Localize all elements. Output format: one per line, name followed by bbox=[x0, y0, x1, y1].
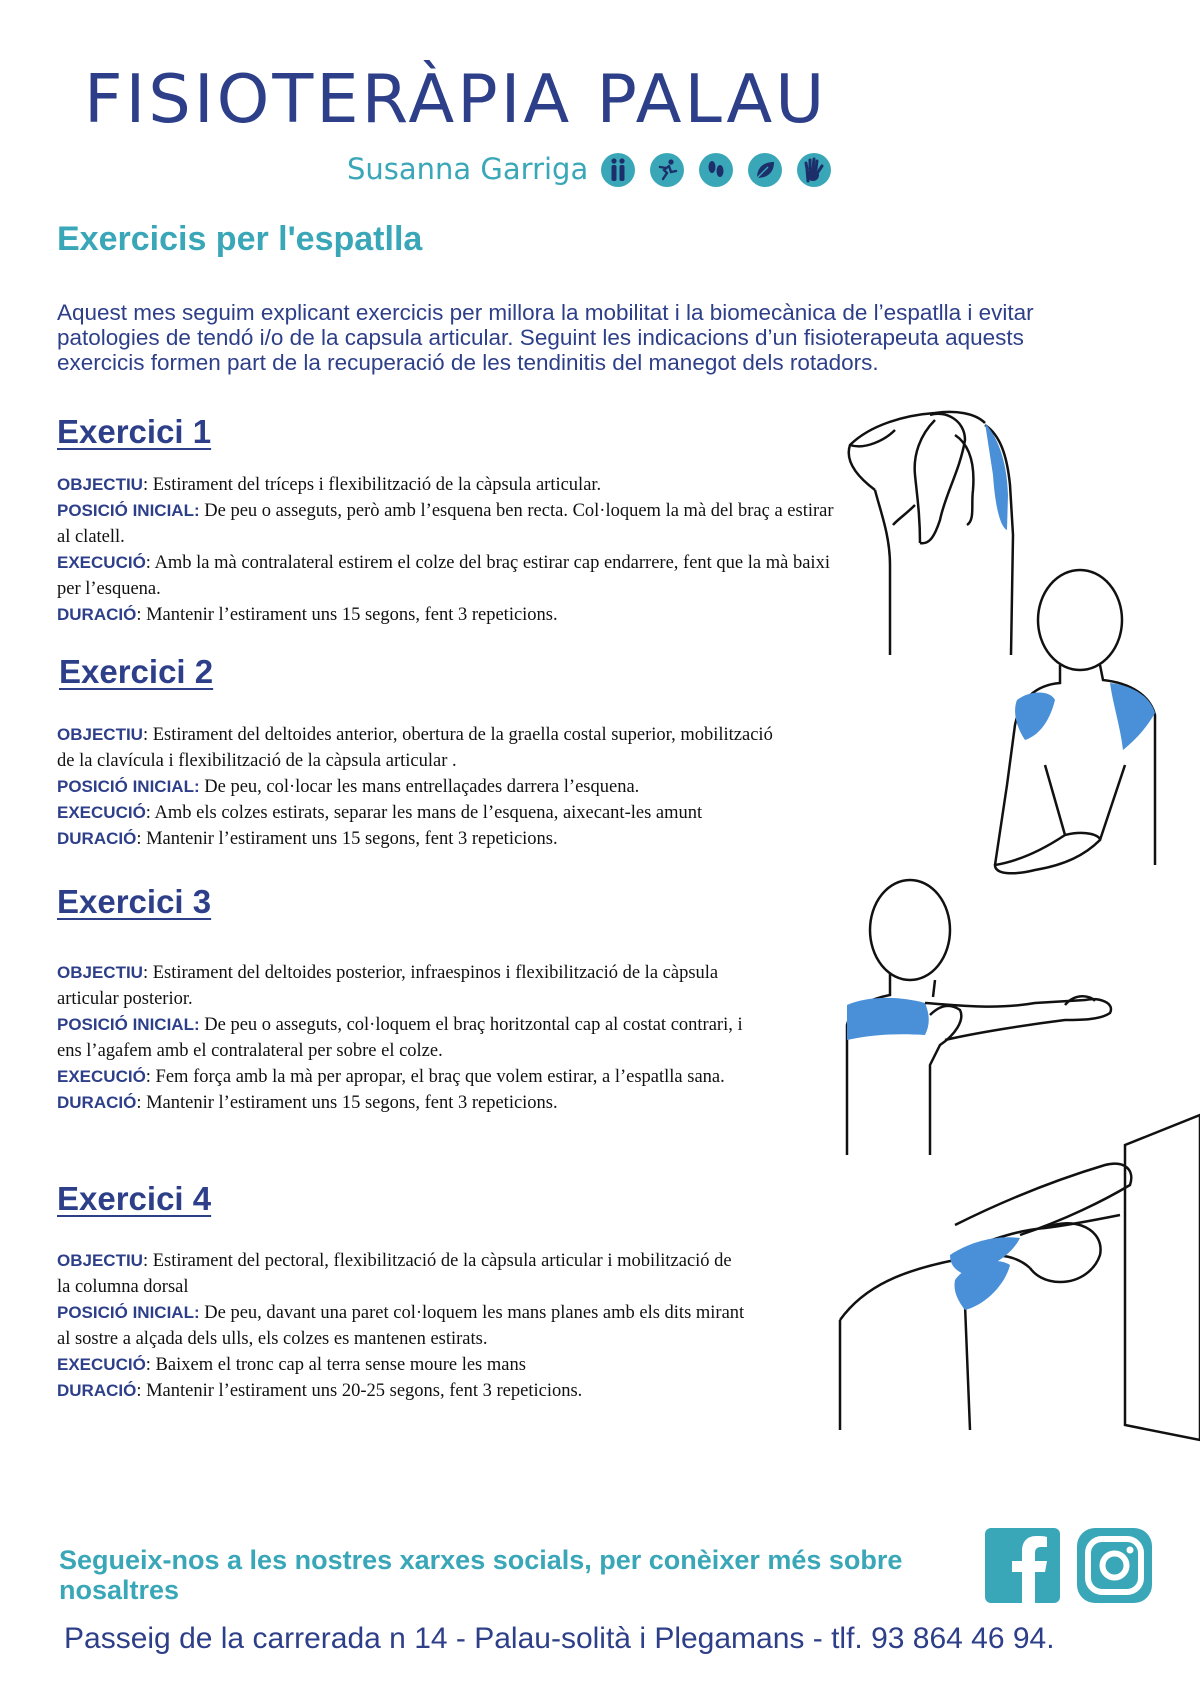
runner-icon bbox=[650, 153, 684, 187]
facebook-icon[interactable] bbox=[985, 1528, 1060, 1603]
exercise-4-objectiu: : Estirament del pectoral, flexibilització de la càpsula articular i mobilització de la columna dorsal bbox=[57, 1251, 732, 1297]
leaf-icon bbox=[748, 153, 782, 187]
duracio-label: DURACIÓ bbox=[57, 829, 137, 848]
footprints-icon bbox=[699, 153, 733, 187]
exercise-1-duracio: : Mantenir l’estirament uns 15 segons, fent 3 repeticions. bbox=[136, 605, 558, 625]
objectiu-label: OBJECTIU bbox=[57, 475, 143, 494]
exercise-2-duracio: : Mantenir l’estirament uns 15 segons, fent 3 repeticions. bbox=[136, 829, 558, 849]
posicio-label: POSICIÓ INICIAL: bbox=[57, 1303, 200, 1322]
exercise-1-illustration bbox=[835, 395, 1025, 665]
exercise-4-title: Exercici 4 bbox=[57, 1180, 212, 1217]
posicio-label: POSICIÓ INICIAL: bbox=[57, 501, 200, 520]
follow-text: Segueix-nos a les nostres xarxes socials, per conèixer més sobre nosaltres bbox=[59, 1545, 903, 1605]
instagram-icon[interactable] bbox=[1077, 1528, 1152, 1603]
exercise-3-title: Exercici 3 bbox=[57, 883, 212, 920]
duracio-label: DURACIÓ bbox=[57, 1381, 137, 1400]
exercise-1-execucio: : Amb la mà contralateral estirem el colze del braç estirar cap endarrere, fent que la mà baixi per l’esquena. bbox=[57, 553, 830, 599]
exercise-3-execucio: : Fem força amb la mà per apropar, el braç que volem estirar, a l’espatlla sana. bbox=[145, 1067, 725, 1087]
objectiu-label: OBJECTIU bbox=[57, 725, 143, 744]
exercise-1-body bbox=[57, 472, 847, 628]
hand-icon bbox=[797, 153, 831, 187]
exercise-3-body bbox=[57, 960, 757, 1116]
brand-subtitle: Susanna Garriga bbox=[347, 152, 589, 186]
exercise-1-objectiu: : Estirament del tríceps i flexibilització de la càpsula articular. bbox=[142, 475, 602, 495]
exercise-2-posicio: De peu, col·locar les mans entrellaçades darrera l’esquena. bbox=[199, 777, 640, 797]
objectiu-label: OBJECTIU bbox=[57, 963, 143, 982]
page-heading: Exercicis per l'espatlla bbox=[57, 220, 423, 258]
duracio-label: DURACIÓ bbox=[57, 605, 137, 624]
posicio-label: POSICIÓ INICIAL: bbox=[57, 1015, 200, 1034]
execucio-label: EXECUCIÓ bbox=[57, 553, 146, 572]
exercise-3-duracio: : Mantenir l’estirament uns 15 segons, fent 3 repeticions. bbox=[136, 1093, 558, 1113]
exercise-4-posicio: De peu, davant una paret col·loquem les mans planes amb els dits mirant al sostre a alçada dels ulls, els colzes es mantenen estirats. bbox=[57, 1303, 745, 1349]
exercise-4-duracio: : Mantenir l’estirament uns 20-25 segons, fent 3 repeticions. bbox=[136, 1381, 583, 1401]
execucio-label: EXECUCIÓ bbox=[57, 1067, 146, 1086]
exercise-1-title: Exercici 1 bbox=[57, 413, 212, 450]
exercise-2-execucio: : Amb els colzes estirats, separar les mans de l’esquena, aixecant-les amunt bbox=[145, 803, 703, 823]
exercise-2-body bbox=[57, 722, 777, 852]
people-icon bbox=[601, 153, 635, 187]
exercise-4-illustration bbox=[845, 1070, 1195, 1430]
execucio-label: EXECUCIÓ bbox=[57, 803, 146, 822]
intro-paragraph: Aquest mes seguim explicant exercicis per millora la mobilitat i la biomecànica de l’espatlla i evitar patologies de tendó i/o de la capsula articular. Seguint les indicacions d’un fisioterapeuta aquests exercicis formen part de la recuperació de les tendinitis del manegot dels rotadors. bbox=[57, 300, 1034, 375]
posicio-label: POSICIÓ INICIAL: bbox=[57, 777, 200, 796]
exercise-4-execucio: : Baixem el tronc cap al terra sense moure les mans bbox=[145, 1355, 526, 1375]
execucio-label: EXECUCIÓ bbox=[57, 1355, 146, 1374]
brand-title: FISIOTERÀPIA PALAU bbox=[84, 60, 828, 138]
exercise-3-objectiu: : Estirament del deltoides posterior, infraespinos i flexibilització de la càpsula articular posterior. bbox=[57, 963, 719, 1009]
duracio-label: DURACIÓ bbox=[57, 1093, 137, 1112]
exercise-4-body bbox=[57, 1248, 747, 1404]
address-text: Passeig de la carrerada n 14 - Palau-solità i Plegamans - tlf. 93 864 46 94. bbox=[64, 1622, 1055, 1655]
exercise-2-title: Exercici 2 bbox=[59, 653, 214, 690]
brand-badges bbox=[601, 153, 831, 187]
exercise-3-posicio: De peu o asseguts, col·loquem el braç horitzontal cap al costat contrari, i ens l’agafem amb el contralateral per sobre el colze. bbox=[57, 1015, 743, 1061]
exercise-1-posicio: De peu o asseguts, però amb l’esquena ben recta. Col·loquem la mà del braç a estirar al clatell. bbox=[57, 501, 834, 547]
exercise-2-illustration bbox=[1005, 565, 1165, 885]
exercise-2-objectiu: : Estirament del deltoides anterior, obertura de la graella costal superior, mobilització de la clavícula i flexibilització de la càpsula articular . bbox=[57, 725, 773, 771]
objectiu-label: OBJECTIU bbox=[57, 1251, 143, 1270]
